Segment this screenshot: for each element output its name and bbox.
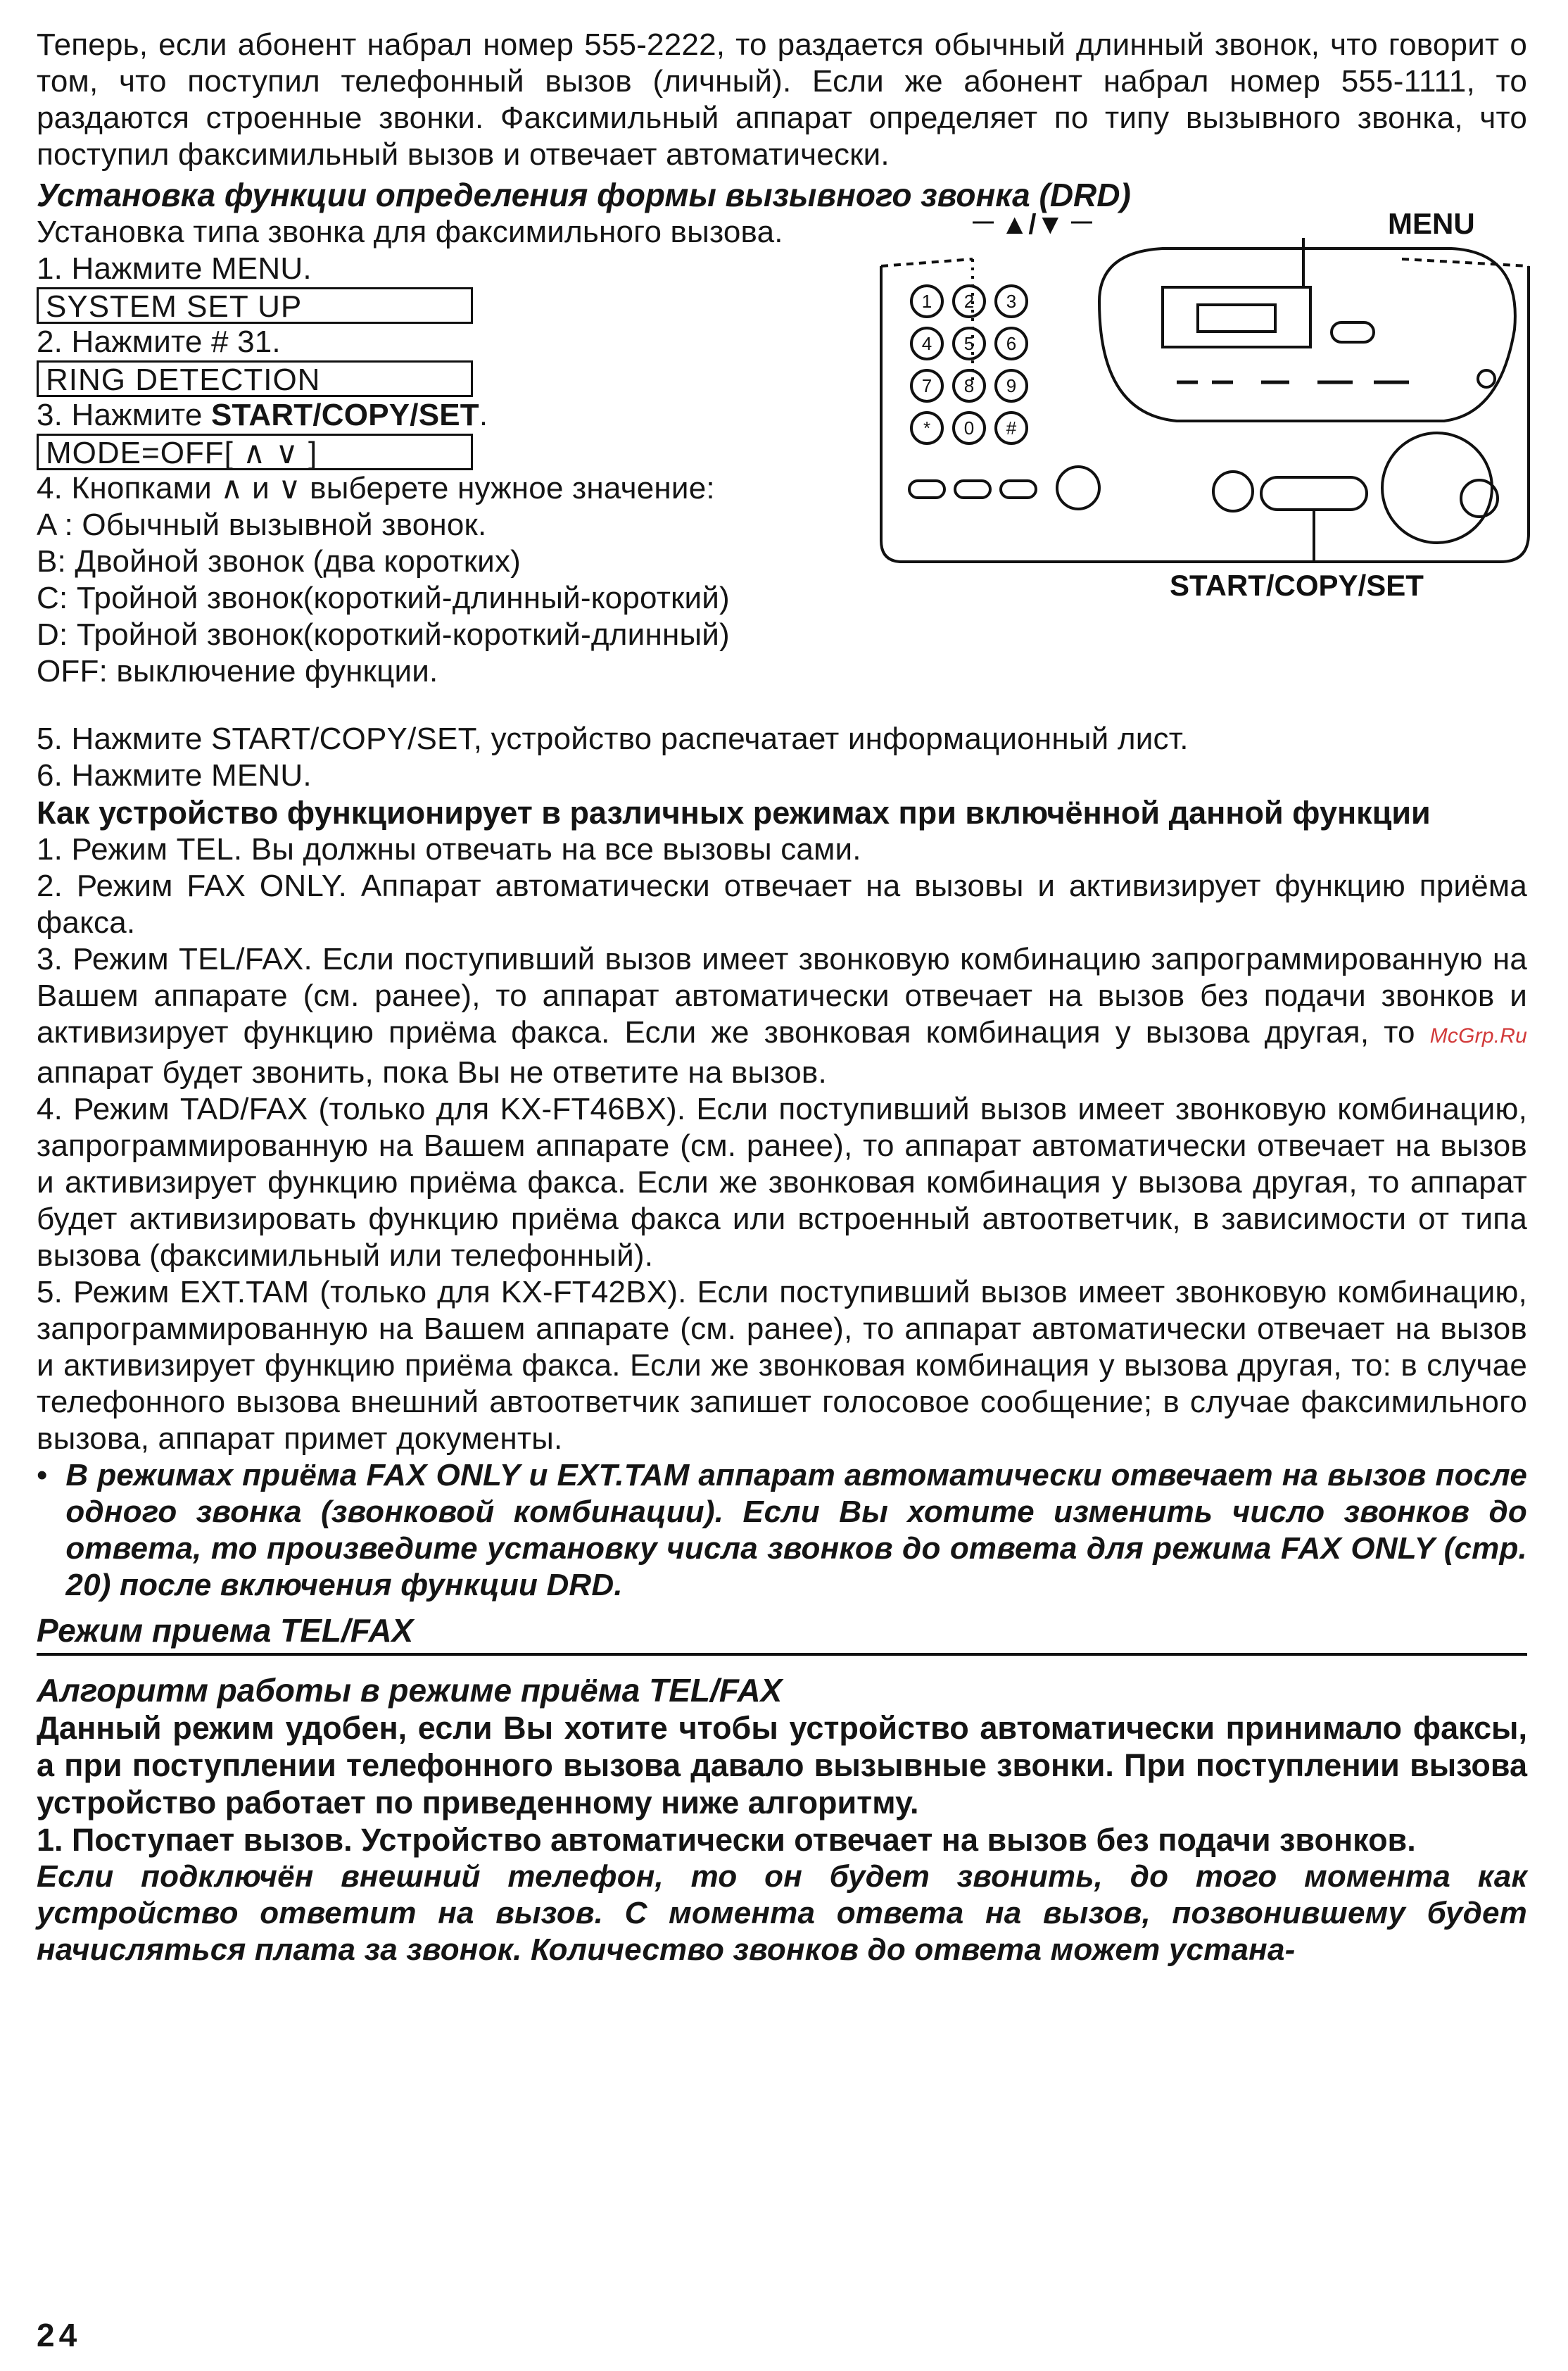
- drd-step-3-key: START/COPY/SET: [210, 398, 479, 432]
- drd-option-c: C: Тройной звонок(короткий-длинный-короткий): [37, 581, 730, 615]
- telfax-paragraph-3: Если подключён внешний телефон, то он будет звонить, до того момента как устройство ответит на вызов. С момента ответа на вызов, позвонившему будет начисляться плата за звонок. Количество звонков до ответа может устана-: [37, 1859, 1527, 1967]
- drd-step-4: 4. Кнопками ∧ и ∨ выберете нужное значение:: [37, 471, 715, 505]
- svg-text:7: 7: [921, 375, 932, 396]
- drd-option-d: D: Тройной звонок(короткий-короткий-длинный): [37, 617, 730, 652]
- modes-note: [37, 1457, 1527, 1604]
- drd-steps: [37, 214, 909, 690]
- watermark: McGrp.Ru: [1429, 1024, 1527, 1048]
- drd-subtitle: Установка типа звонка для факсимильного вызова.: [37, 215, 783, 249]
- svg-text:0: 0: [963, 417, 975, 439]
- drd-step-6: 6. Нажмите MENU.: [37, 758, 312, 793]
- svg-text:#: #: [1006, 417, 1017, 439]
- mode-4: 4. Режим TAD/FAX (только для KX-FT46BX). Если поступивший вызов имеет звонковую комбинацию, запрограммированную на Вашем аппарате (см. ранее), то аппарат автоматически отвечает на вызов и активизирует функцию приёма факса. Если же звонковая комбинация у вызова другая, то аппарат будет активизировать функцию приёма факса или встроенный автоответчик, в зависимости от типа вызова (факсимильный или телефонный).: [37, 1092, 1527, 1273]
- drd-setup-block: [37, 210, 1527, 721]
- svg-text:8: 8: [963, 375, 975, 396]
- mode-1: 1. Режим TEL. Вы должны отвечать на все вызовы сами.: [37, 832, 861, 867]
- drd-step-3: [37, 397, 909, 434]
- menu-key-label: MENU: [1388, 210, 1475, 240]
- dial-knob: [1382, 433, 1492, 543]
- bullet-icon: •: [37, 1458, 48, 1492]
- svg-text:3: 3: [1006, 291, 1017, 312]
- drd-option-b: B: Двойной звонок (два коротких): [37, 544, 521, 579]
- lcd-display-ring-detection: RING DETECTION: [37, 360, 473, 397]
- drd-option-a: A : Обычный вызывной звонок.: [37, 508, 487, 542]
- svg-text:9: 9: [1006, 375, 1017, 396]
- telfax-section-title: Режим приема TEL/FAX: [37, 1611, 1527, 1656]
- drd-step-2: 2. Нажмите # 31.: [37, 325, 281, 359]
- fax-panel-illustration: [867, 210, 1543, 604]
- mode-3-part-1: 3. Режим TEL/FAX. Если поступивший вызов имеет звонковую комбинацию запрограммированную на Вашем аппарате (см. ранее), то аппарат автоматически отвечает на вызов без подачи звонков и активизирует функцию приёма факса. Если же звонковая комбинация у вызова другая, то: [37, 942, 1527, 1050]
- page-number: 24: [37, 2317, 82, 2353]
- svg-text:6: 6: [1006, 333, 1017, 354]
- svg-text:4: 4: [921, 333, 932, 354]
- drd-step-3-suffix: .: [479, 398, 488, 432]
- telfax-heading: Алгоритм работы в режиме приёма TEL/FAX: [37, 1672, 783, 1709]
- start-copy-set-button: [1261, 477, 1367, 510]
- lcd-window: [1163, 287, 1310, 347]
- drd-step-5: 5. Нажмите START/COPY/SET, устройство распечатает информационный лист.: [37, 722, 1189, 756]
- start-copy-set-label: START/COPY/SET: [1170, 569, 1424, 602]
- drd-heading: Установка функции определения формы вызывного звонка (DRD): [37, 177, 1131, 213]
- telfax-paragraph-1: Данный режим удобен, если Вы хотите чтобы устройство автоматически принимало факсы, а при поступлении телефонного вызова давало вызывные звонки. При поступлении вызова устройство работает по приведенному ниже алгоритму.: [37, 1710, 1527, 1820]
- svg-text:2: 2: [963, 291, 975, 312]
- mode-3: [37, 941, 1527, 1091]
- mode-5: 5. Режим EXT.TAM (только для KX-FT42BX). Если поступивший вызов имеет звонковую комбинацию, запрограммированную на Вашем аппарате (см. ранее), то аппарат автоматически отвечает на вызов и активизирует функцию приёма факса. Если же звонковая комбинация у вызова другая, то: в случае телефонного вызова внешний автоответчик запишет голосовое сообщение; в случае факсимильного вызова, аппарат примет документы.: [37, 1275, 1527, 1456]
- arrow-keys-label: ▲/▼: [1000, 210, 1065, 240]
- lcd-display-mode: MODE=OFF[ ∧ ∨ ]: [37, 434, 473, 470]
- modes-heading: Как устройство функционирует в различных режимах при включённой данной функции: [37, 795, 1431, 831]
- telfax-paragraph-2: 1. Поступает вызов. Устройство автоматически отвечает на вызов без подачи звонков.: [37, 1822, 1416, 1858]
- drd-step-3-prefix: 3. Нажмите: [37, 398, 211, 432]
- modes-note-text: В режимах приёма FAX ONLY и EXT.TAM аппарат автоматически отвечает на вызов после одного звонка (звонковой комбинации). Если Вы хотите изменить число звонков до ответа, то произведите установку числа звонков до ответа для режима FAX ONLY (стр. 20) после включения функции DRD.: [65, 1458, 1527, 1602]
- svg-text:5: 5: [963, 333, 975, 354]
- intro-paragraph: Теперь, если абонент набрал номер 555-2222, то раздается обычный длинный звонок, что говорит о том, что поступил телефонный вызов (личный). Если же абонент набрал номер 555-1111, то раздаются строенные звонки. Факсимильный аппарат определяет по типу вызывного звонка, что поступил факсимильный вызов и отвечает автоматически.: [37, 27, 1527, 172]
- drd-option-off: OFF: выключение функции.: [37, 654, 438, 688]
- lcd-display-system-set-up: SYSTEM SET UP: [37, 287, 473, 324]
- drd-step-1: 1. Нажмите MENU.: [37, 251, 312, 286]
- document-page: [37, 27, 1527, 1968]
- svg-text:*: *: [923, 417, 931, 439]
- svg-text:1: 1: [921, 291, 932, 312]
- mode-2: 2. Режим FAX ONLY. Аппарат автоматически отвечает на вызовы и активизирует функцию приёма факса.: [37, 869, 1527, 940]
- mode-3-part-2: аппарат будет звонить, пока Вы не ответите на вызов.: [37, 1055, 827, 1090]
